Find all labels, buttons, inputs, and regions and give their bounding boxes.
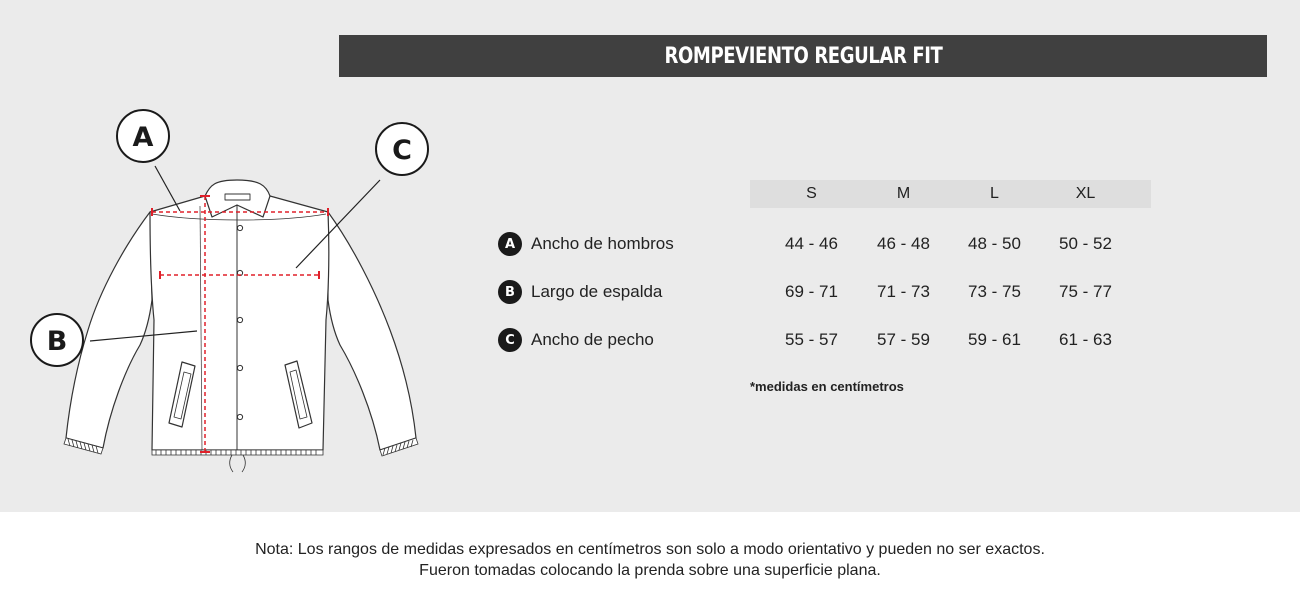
row-label-text: Largo de espalda (531, 282, 663, 301)
row-label-chest (498, 328, 654, 352)
row-label-text: Ancho de hombros (531, 234, 674, 253)
badge-b: B (498, 280, 522, 304)
table-cell: 75 - 77 (1059, 282, 1112, 301)
page-title: ROMPEVIENTO REGULAR FIT (664, 43, 942, 69)
units-note: *medidas en centímetros (750, 379, 904, 394)
size-header-l: L (990, 185, 999, 202)
size-header-xl: XL (1075, 185, 1096, 202)
title-bar (339, 35, 1267, 77)
size-header-m: M (896, 185, 911, 202)
marker-a-label: A (132, 122, 154, 153)
table-cell: 61 - 63 (1059, 330, 1112, 349)
table-cell: 55 - 57 (785, 330, 838, 349)
table-cell: 71 - 73 (877, 282, 930, 301)
footer-note (0, 539, 1300, 581)
row-label-shoulder (498, 232, 674, 256)
table-cell: 46 - 48 (877, 234, 930, 253)
table-cell: 59 - 61 (968, 330, 1021, 349)
table-cell: 50 - 52 (1059, 234, 1112, 253)
right-sleeve (328, 212, 416, 450)
marker-c-label: C (392, 135, 412, 166)
table-cell: 44 - 46 (785, 234, 838, 253)
footer-line-1: Nota: Los rangos de medidas expresados en centímetros son solo a modo orientativo y pueden no ser exactos. (255, 541, 1045, 558)
marker-b-label: B (46, 326, 68, 357)
table-cell: 57 - 59 (877, 330, 930, 349)
row-label-back-length (498, 280, 662, 304)
footer-line-2: Fueron tomadas colocando la prenda sobre una superficie plana. (419, 562, 881, 579)
jacket-diagram (0, 95, 470, 485)
size-header-s: S (806, 185, 817, 202)
table-cell: 48 - 50 (968, 234, 1021, 253)
table-cell: 69 - 71 (785, 282, 838, 301)
row-label-text: Ancho de pecho (531, 330, 654, 349)
badge-a: A (498, 232, 522, 256)
table-cell: 73 - 75 (968, 282, 1021, 301)
badge-c: C (498, 328, 522, 352)
